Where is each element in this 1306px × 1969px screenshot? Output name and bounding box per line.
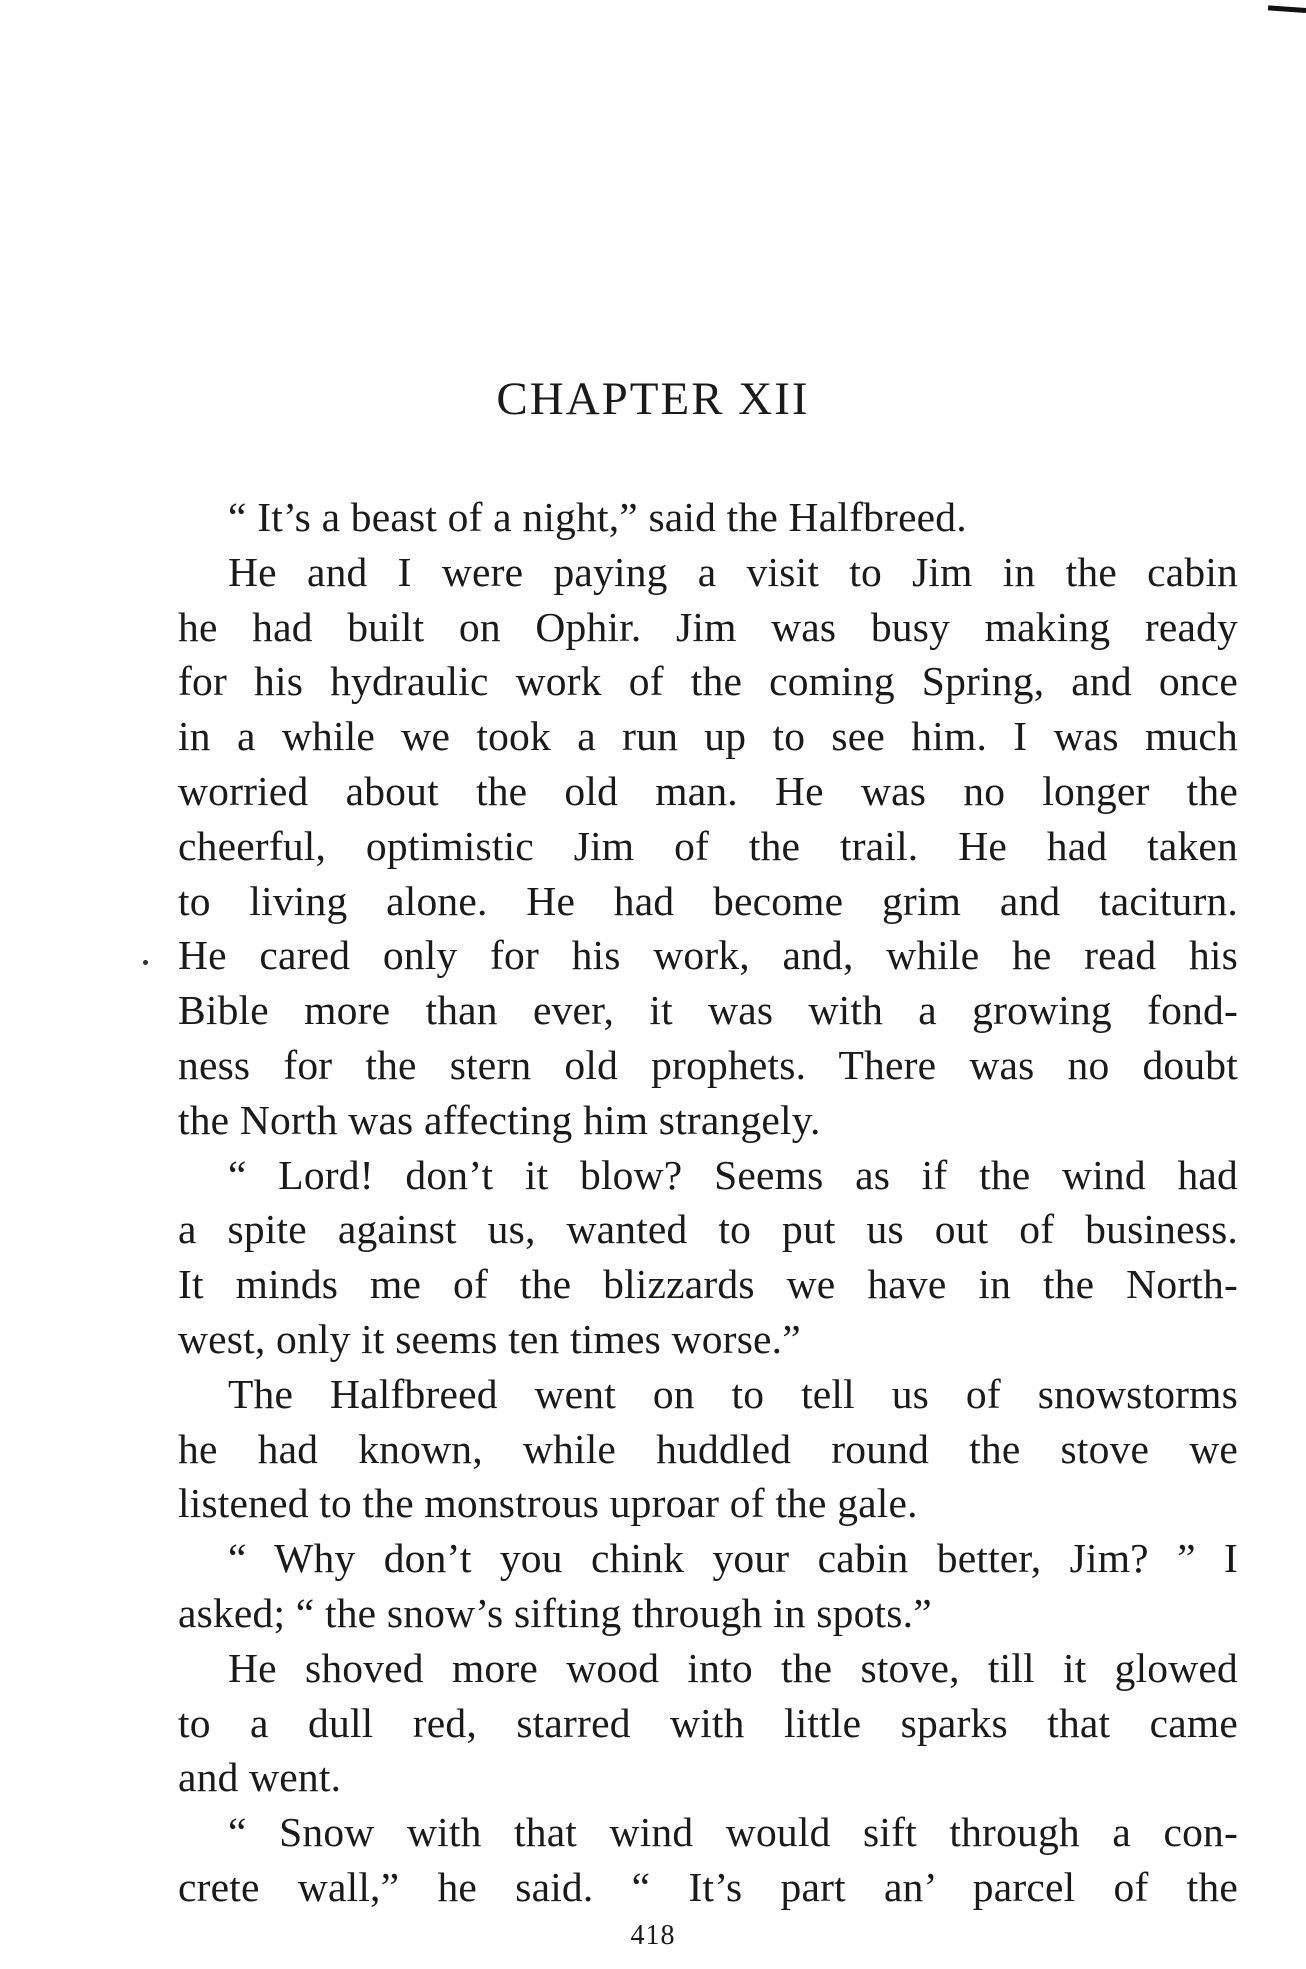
text-line: a spite against us, wanted to put us out of business. [178, 1206, 1238, 1253]
text-line: ness for the stern old prophets. There was no doubt [178, 1041, 1238, 1088]
text-line: “ Snow with that wind would sift through a con- [228, 1809, 1238, 1856]
text-line: he had known, while huddled round the stove we [178, 1425, 1238, 1472]
text-line: worried about the old man. He was no longer the [178, 767, 1238, 814]
margin-dot [143, 960, 148, 965]
text-line: The Halfbreed went on to tell us of snowstorms [228, 1370, 1238, 1417]
text-line: and went. [178, 1754, 342, 1801]
body-text [178, 490, 1238, 1915]
text-line: he had built on Ophir. Jim was busy making ready [178, 603, 1238, 650]
text-line: “ It’s a beast of a night,” said the Halfbreed. [228, 494, 967, 540]
text-line: to a dull red, starred with little sparks that came [178, 1699, 1238, 1746]
text-line: “ Lord! don’t it blow? Seems as if the wind had [228, 1151, 1238, 1198]
text-line: He shoved more wood into the stove, till it glowed [228, 1644, 1238, 1691]
text-line: cheerful, optimistic Jim of the trail. He had taken [178, 822, 1238, 869]
text-line: in a while we took a run up to see him. I was much [178, 713, 1238, 760]
text-line: He and I were paying a visit to Jim in the cabin [228, 548, 1238, 595]
text-line: He cared only for his work, and, while he read his [178, 932, 1238, 979]
text-line: crete wall,” he said. “ It’s part an’ parcel of the [178, 1863, 1238, 1910]
chapter-heading: CHAPTER XII [496, 373, 810, 425]
text-line: west, only it seems ten times worse.” [178, 1315, 801, 1362]
text-line: for his hydraulic work of the coming Spring, and once [178, 658, 1238, 705]
text-line: listened to the monstrous uproar of the gale. [178, 1480, 918, 1527]
text-line: the North was affecting him strangely. [178, 1096, 821, 1143]
text-line: “ Why don’t you chink your cabin better, Jim? ” I [228, 1535, 1238, 1582]
text-line: to living alone. He had become grim and taciturn. [178, 877, 1238, 924]
text-line: asked; “ the snow’s sifting through in spots.” [178, 1589, 932, 1636]
corner-scan-mark [1268, 5, 1306, 13]
text-line: It minds me of the blizzards we have in the North- [178, 1261, 1238, 1308]
text-line: Bible more than ever, it was with a growing fond- [178, 987, 1238, 1034]
page-number: 418 [630, 1920, 676, 1951]
